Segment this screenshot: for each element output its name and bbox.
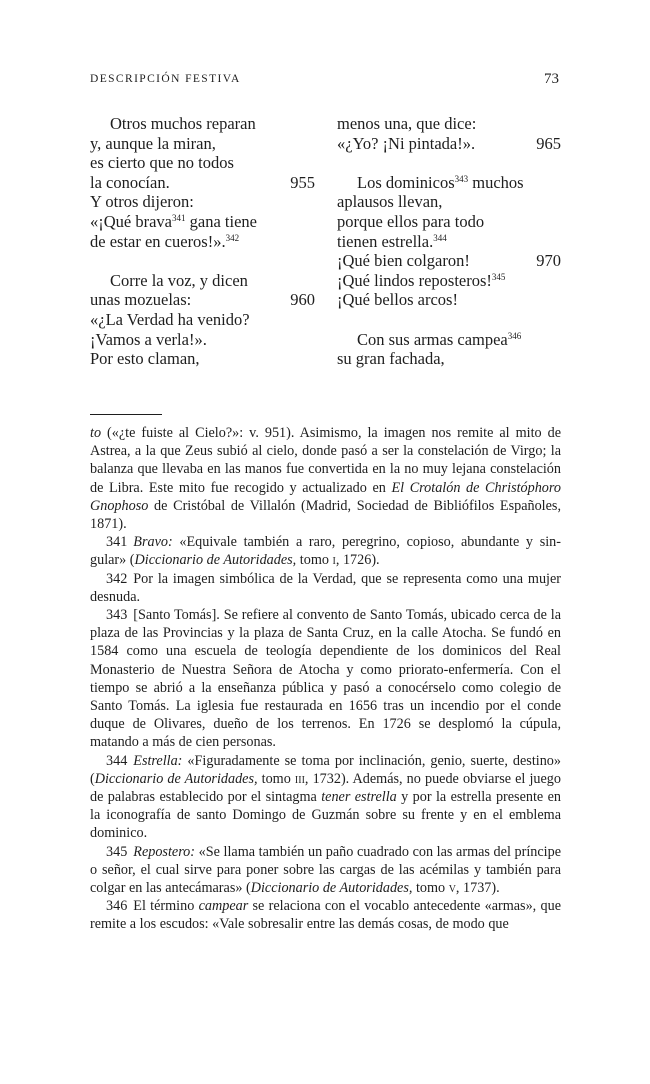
footnote-text: , 1737). — [455, 880, 500, 897]
footnote-text: tomo — [296, 552, 333, 569]
footnote-marker: 346 — [507, 330, 522, 341]
verse-text — [337, 232, 447, 251]
verse-text: «¿La Verdad ha venido? — [90, 309, 250, 329]
footnote-text: El Crotalón de Christóphoro Gnophoso — [90, 479, 561, 514]
verse-text-segment: «¡Qué brava — [90, 211, 173, 231]
verse-text: es cierto que no todos — [90, 153, 234, 173]
footnote-text: El término — [133, 898, 199, 915]
footnote-text: Repostero: — [133, 843, 196, 860]
verse-text: ¡Qué bellos arcos! — [337, 290, 458, 310]
verse-text: Y otros dijeron: — [90, 192, 194, 212]
verse-line — [90, 290, 315, 310]
verse-line — [90, 310, 315, 330]
footnote-marker: 345 — [491, 271, 506, 282]
verse-text: y, aunque la miran, — [90, 133, 216, 153]
footnote-text: iii — [294, 770, 305, 787]
footnote-text: v — [448, 880, 456, 897]
footnote-text: tener estrella — [321, 789, 397, 806]
footnote-344 — [90, 752, 561, 843]
footnote-text: Diccionario de Autoridades, — [134, 552, 297, 569]
footnote-text: to — [90, 425, 102, 441]
footnote-341 — [90, 533, 561, 569]
page-header — [90, 73, 561, 93]
verse-text-segment: tienen estrella. — [337, 231, 434, 251]
verse-line — [337, 173, 561, 193]
verse-line — [90, 153, 315, 173]
verse-line — [90, 212, 315, 232]
footnote-345 — [90, 843, 561, 898]
footnote-marker: 344 — [433, 232, 447, 243]
footnote-text: Estrella: — [133, 752, 183, 769]
footnote-text: tomo — [257, 770, 295, 787]
verse-text: porque ellos para todo — [337, 211, 485, 231]
footnote-number: 346 — [106, 898, 128, 915]
verse-text: menos una, que dice: — [337, 114, 477, 133]
footnote-text: Bravo: — [133, 534, 173, 551]
footnote-text: de Cristóbal de Villalón (Madrid, Sociedad de Bibliófilos Españoles, 1871). — [90, 497, 561, 533]
verse-text-segment: muchos — [468, 172, 524, 192]
verse-line — [90, 271, 315, 291]
footnote-text: Por la imagen simbólica de la Verdad, que se representa como una mujer desnuda. — [90, 570, 561, 605]
footnote-text: campear — [198, 898, 249, 915]
verse-line — [337, 134, 561, 154]
footnote-text: Diccionario de Autoridades, — [94, 770, 258, 787]
verse-text-segment: gana tiene — [185, 211, 257, 231]
footnote-text: Diccionario de Autoridades, — [250, 880, 413, 897]
footnote-346 — [90, 897, 561, 933]
poem-column-right — [337, 114, 561, 369]
verse-text: la conocían. — [90, 172, 170, 192]
footnote-number: 341 — [106, 534, 128, 551]
verse-text: unas mozuelas: — [90, 290, 192, 310]
line-number: 960 — [290, 290, 315, 310]
verse-text: su gran fachada, — [337, 349, 445, 369]
verse-line — [337, 232, 561, 252]
verse-line — [337, 251, 561, 271]
footnote-text: , 1726). — [335, 552, 380, 569]
verse-text — [337, 271, 505, 290]
verse-text: Otros muchos reparan — [110, 114, 256, 133]
footnote-text: «Equivale también a raro, peregrino, copioso, abundante y singular» ( — [90, 534, 561, 569]
verse-line — [337, 114, 561, 134]
page-number: 73 — [544, 71, 559, 87]
footnote-text: tomo — [412, 880, 449, 897]
footnote-text: [Santo Tomás]. Se refiere al convento de Santo Tomás, ubicado cerca de la plaza de las Provincias y la plaza de Santa Cruz, en la calle Atocha. Se fundó en 1584 como una escuela de teología dependiente de los dominicos del Real Monasterio de Nuestra Señora de Atocha y como priorato-enfermería. Con el tiempo se abrió a la enseñanza pública y pasó a conocérselo como colegio de Santo Tomás. La iglesia fue restaurada en 1656 tras un incendio por el conde duque de Olivares, dueño de los terrenos. En 1726 se desplomó la cúpula, matando a más de cien personas. — [90, 607, 561, 751]
footnote-text: («¿te fuiste al Cielo?»: v. 951). Asimismo, la imagen nos remite al mito de Astrea, a la que Zeus subió al cielo, donde pasó a ser la constelación de Virgo; la balanza que llevaba en las manos fue convertida en la no muy lejana constelación de Libra. Este mito fue recogido y actualizado en — [90, 425, 561, 496]
footnote-marker: 341 — [172, 212, 186, 223]
footnote-text: se relaciona con el vocablo antecedente «armas», que remite a los escudos: «Vale sobresalir entre las demás cosas, de modo que — [90, 898, 561, 933]
verse-line — [337, 271, 561, 291]
verse-line — [337, 290, 561, 310]
verse-line — [90, 232, 315, 252]
verse-line — [337, 330, 561, 350]
footnote-text: , 1732). Además, no puede obviarse el juego de palabras establecido por el sintagma — [90, 770, 561, 806]
footnote-separator — [90, 414, 162, 415]
footnote-continuation — [90, 424, 561, 533]
verse-text — [90, 232, 239, 251]
line-number: 970 — [536, 251, 561, 271]
footnote-number: 343 — [106, 607, 128, 624]
verse-line — [90, 134, 315, 154]
verse-text: aplausos llevan, — [337, 192, 443, 212]
footnote-number: 345 — [106, 843, 128, 860]
line-number: 955 — [290, 172, 315, 192]
verse-line — [90, 349, 315, 369]
footnote-342 — [90, 570, 561, 606]
footnote-text: «Figuradamente se toma por inclinación, genio, suerte, destino» ( — [90, 752, 561, 787]
verse-line — [90, 192, 315, 212]
verse-line — [90, 114, 315, 134]
line-number: 965 — [536, 133, 561, 153]
footnote-marker: 342 — [225, 232, 240, 243]
verse-text-segment: ¡Qué lindos reposteros! — [337, 270, 492, 290]
verse-line — [90, 330, 315, 350]
verse-line — [337, 212, 561, 232]
running-title: DESCRIPCIÓN FESTIVA — [90, 73, 241, 85]
verse-text-segment: Los dominicos — [357, 172, 455, 192]
footnote-number: 342 — [106, 570, 128, 587]
verse-text: Por esto claman, — [90, 349, 200, 369]
verse-line — [337, 349, 561, 369]
footnote-343 — [90, 606, 561, 752]
poem-column-left — [90, 114, 315, 369]
verse-text — [337, 330, 521, 349]
footnote-text: «Se llama también un paño cuadrado con las armas del príncipe o señor, el cual sirve para poner sobre las cargas de las acémilas y también para colgar en las antecámaras» ( — [90, 843, 561, 897]
verse-text: ¡Vamos a verla!». — [90, 329, 207, 349]
verse-text-segment: de estar en cueros!». — [90, 231, 226, 251]
verse-text — [337, 173, 524, 192]
footnote-text: y por la estrella presente en la iconografía de santo Domingo de Guzmán sobre su frente y en el emblema dominico. — [90, 789, 561, 842]
verse-text — [90, 212, 257, 231]
verse-text: ¡Qué bien colgaron! — [337, 251, 470, 271]
verse-line — [90, 173, 315, 193]
footnotes — [90, 424, 561, 934]
verse-text-segment: Con sus armas campea — [357, 329, 508, 349]
footnote-marker: 343 — [454, 173, 469, 184]
verse-text: «¿Yo? ¡Ni pintada!». — [337, 133, 476, 153]
verse-text: Corre la voz, y dicen — [110, 270, 248, 290]
verse-line — [337, 192, 561, 212]
footnote-number: 344 — [106, 752, 128, 769]
footnote-text: i — [332, 552, 336, 569]
